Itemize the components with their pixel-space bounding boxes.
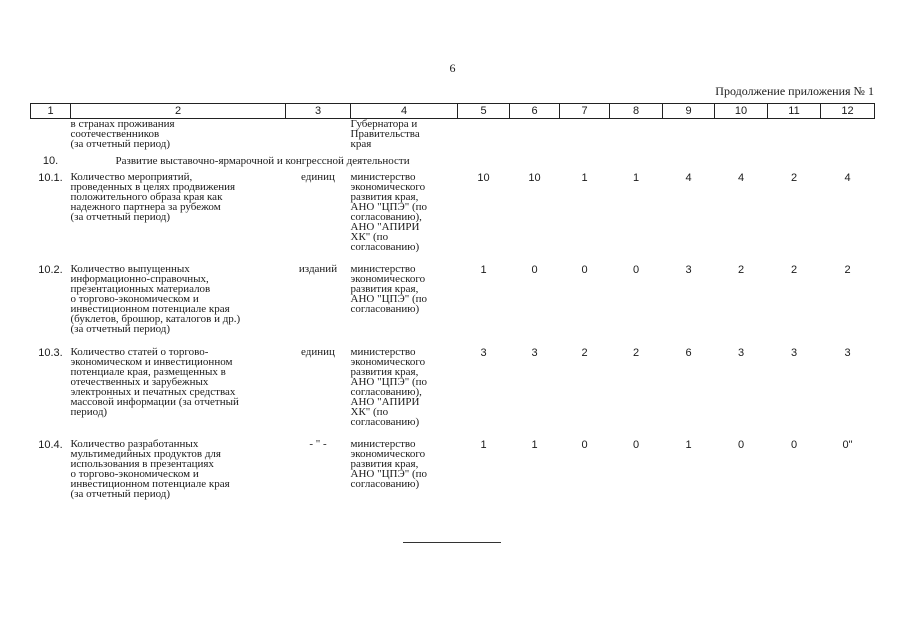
row-value: [663, 119, 715, 155]
row-value: 2: [790, 263, 798, 276]
row-value: 1: [685, 438, 692, 451]
row-value: 0": [842, 438, 853, 451]
row-description: Количество выпущенных информационно-справочных, презентационных материалов о торгово-экономическом и инвестиционном потенциале края (буклетов, брошюр, каталогов и др.) (за отчетный период): [70, 262, 241, 335]
row-description: в странах проживания соотечественников (за отчетный период): [70, 118, 175, 150]
header-cell: 11: [768, 104, 821, 119]
table-row: [31, 172, 875, 264]
row-value: 1: [480, 438, 487, 451]
table-row: [31, 439, 875, 509]
row-value: 3: [737, 346, 745, 359]
row-value: [458, 119, 510, 155]
row-unit: единиц: [301, 170, 335, 183]
row-value: [715, 119, 768, 155]
header-cell: 4: [351, 104, 458, 119]
header-cell: 2: [71, 104, 286, 119]
row-value: [768, 119, 821, 155]
header-cell: 5: [458, 104, 510, 119]
row-number: [31, 119, 71, 155]
row-value: 3: [790, 346, 798, 359]
row-number: 10.2.: [38, 263, 63, 276]
row-value: 4: [844, 171, 851, 184]
row-value: [821, 119, 875, 155]
row-value: 3: [480, 346, 487, 359]
row-executor: министерство экономического развития края, АНО "ЦПЭ" (по согласованию): [350, 262, 428, 315]
row-value: 4: [737, 171, 745, 184]
header-cell: 10: [715, 104, 768, 119]
row-value: 6: [685, 346, 692, 359]
row-executor: министерство экономического развития края, АНО "ЦПЭ" (по согласованию), АНО "АПИРИ ХК" (по согласованию): [350, 345, 428, 428]
row-executor: министерство экономического развития края, АНО "ЦПЭ" (по согласованию), АНО "АПИРИ ХК" (по согласованию): [350, 170, 428, 253]
header-cell: 1: [31, 104, 71, 119]
row-value: 3: [844, 346, 851, 359]
row-value: 0: [632, 438, 640, 451]
table-row: [31, 264, 875, 347]
row-unit: единиц: [301, 345, 335, 358]
row-value: 1: [480, 263, 487, 276]
row-value: [610, 119, 663, 155]
row-value: 0: [581, 438, 588, 451]
section-row: [31, 155, 875, 172]
row-executor: Губернатора и Правительства края: [350, 118, 420, 150]
header-cell: 6: [510, 104, 560, 119]
header-cell: 3: [286, 104, 351, 119]
page-number: 6: [449, 61, 456, 75]
header-cell: 12: [821, 104, 875, 119]
row-value: 1: [581, 171, 588, 184]
continuation-label: Продолжение приложения № 1: [715, 84, 874, 98]
row-value: 0: [737, 438, 745, 451]
row-value: [560, 119, 610, 155]
row-unit: - " -: [309, 437, 327, 450]
row-value: 0: [531, 263, 538, 276]
row-unit: [286, 119, 351, 155]
row-value: 2: [632, 346, 640, 359]
table-row: [31, 347, 875, 439]
header-cell: 8: [610, 104, 663, 119]
row-description: Количество статей о торгово- экономическом и инвестиционном потенциале края, размещенных в отечественных и зарубежных электронных и печатных средствах массовой информации (за отчетный период): [70, 345, 239, 418]
section-title: Развитие выставочно-ярмарочной и конгрессной деятельности: [115, 154, 410, 167]
row-value: 10: [528, 171, 541, 184]
table-row: [31, 119, 875, 155]
row-value: 1: [632, 171, 640, 184]
row-number: 10.4.: [38, 438, 63, 451]
row-value: 2: [790, 171, 798, 184]
row-value: 2: [844, 263, 851, 276]
table-header-row: [31, 104, 875, 119]
row-unit: изданий: [298, 262, 338, 275]
data-table: [30, 103, 875, 509]
header-cell: 7: [560, 104, 610, 119]
row-description: Количество мероприятий, проведенных в целях продвижения положительного образа края как надежного партнера за рубежом (за отчетный период): [70, 170, 236, 223]
row-value: 4: [685, 171, 692, 184]
row-value: 3: [685, 263, 692, 276]
row-number: 10.1.: [38, 171, 63, 184]
row-executor: министерство экономического развития края, АНО "ЦПЭ" (по согласованию): [350, 437, 428, 490]
row-number: 10.3.: [38, 346, 63, 359]
section-number: 10.: [42, 154, 59, 167]
row-value: 2: [581, 346, 588, 359]
row-value: 10: [477, 171, 490, 184]
row-value: 0: [581, 263, 588, 276]
header-cell: 9: [663, 104, 715, 119]
row-value: 0: [632, 263, 640, 276]
row-value: 1: [531, 438, 538, 451]
footer-divider: [403, 542, 501, 543]
row-value: 2: [737, 263, 745, 276]
row-value: [510, 119, 560, 155]
row-value: 0: [790, 438, 798, 451]
row-value: 3: [531, 346, 538, 359]
row-description: Количество разработанных мультимедийных продуктов для использования в презентациях о торгово-экономическом и инвестиционном потенциале края (за отчетный период): [70, 437, 230, 500]
